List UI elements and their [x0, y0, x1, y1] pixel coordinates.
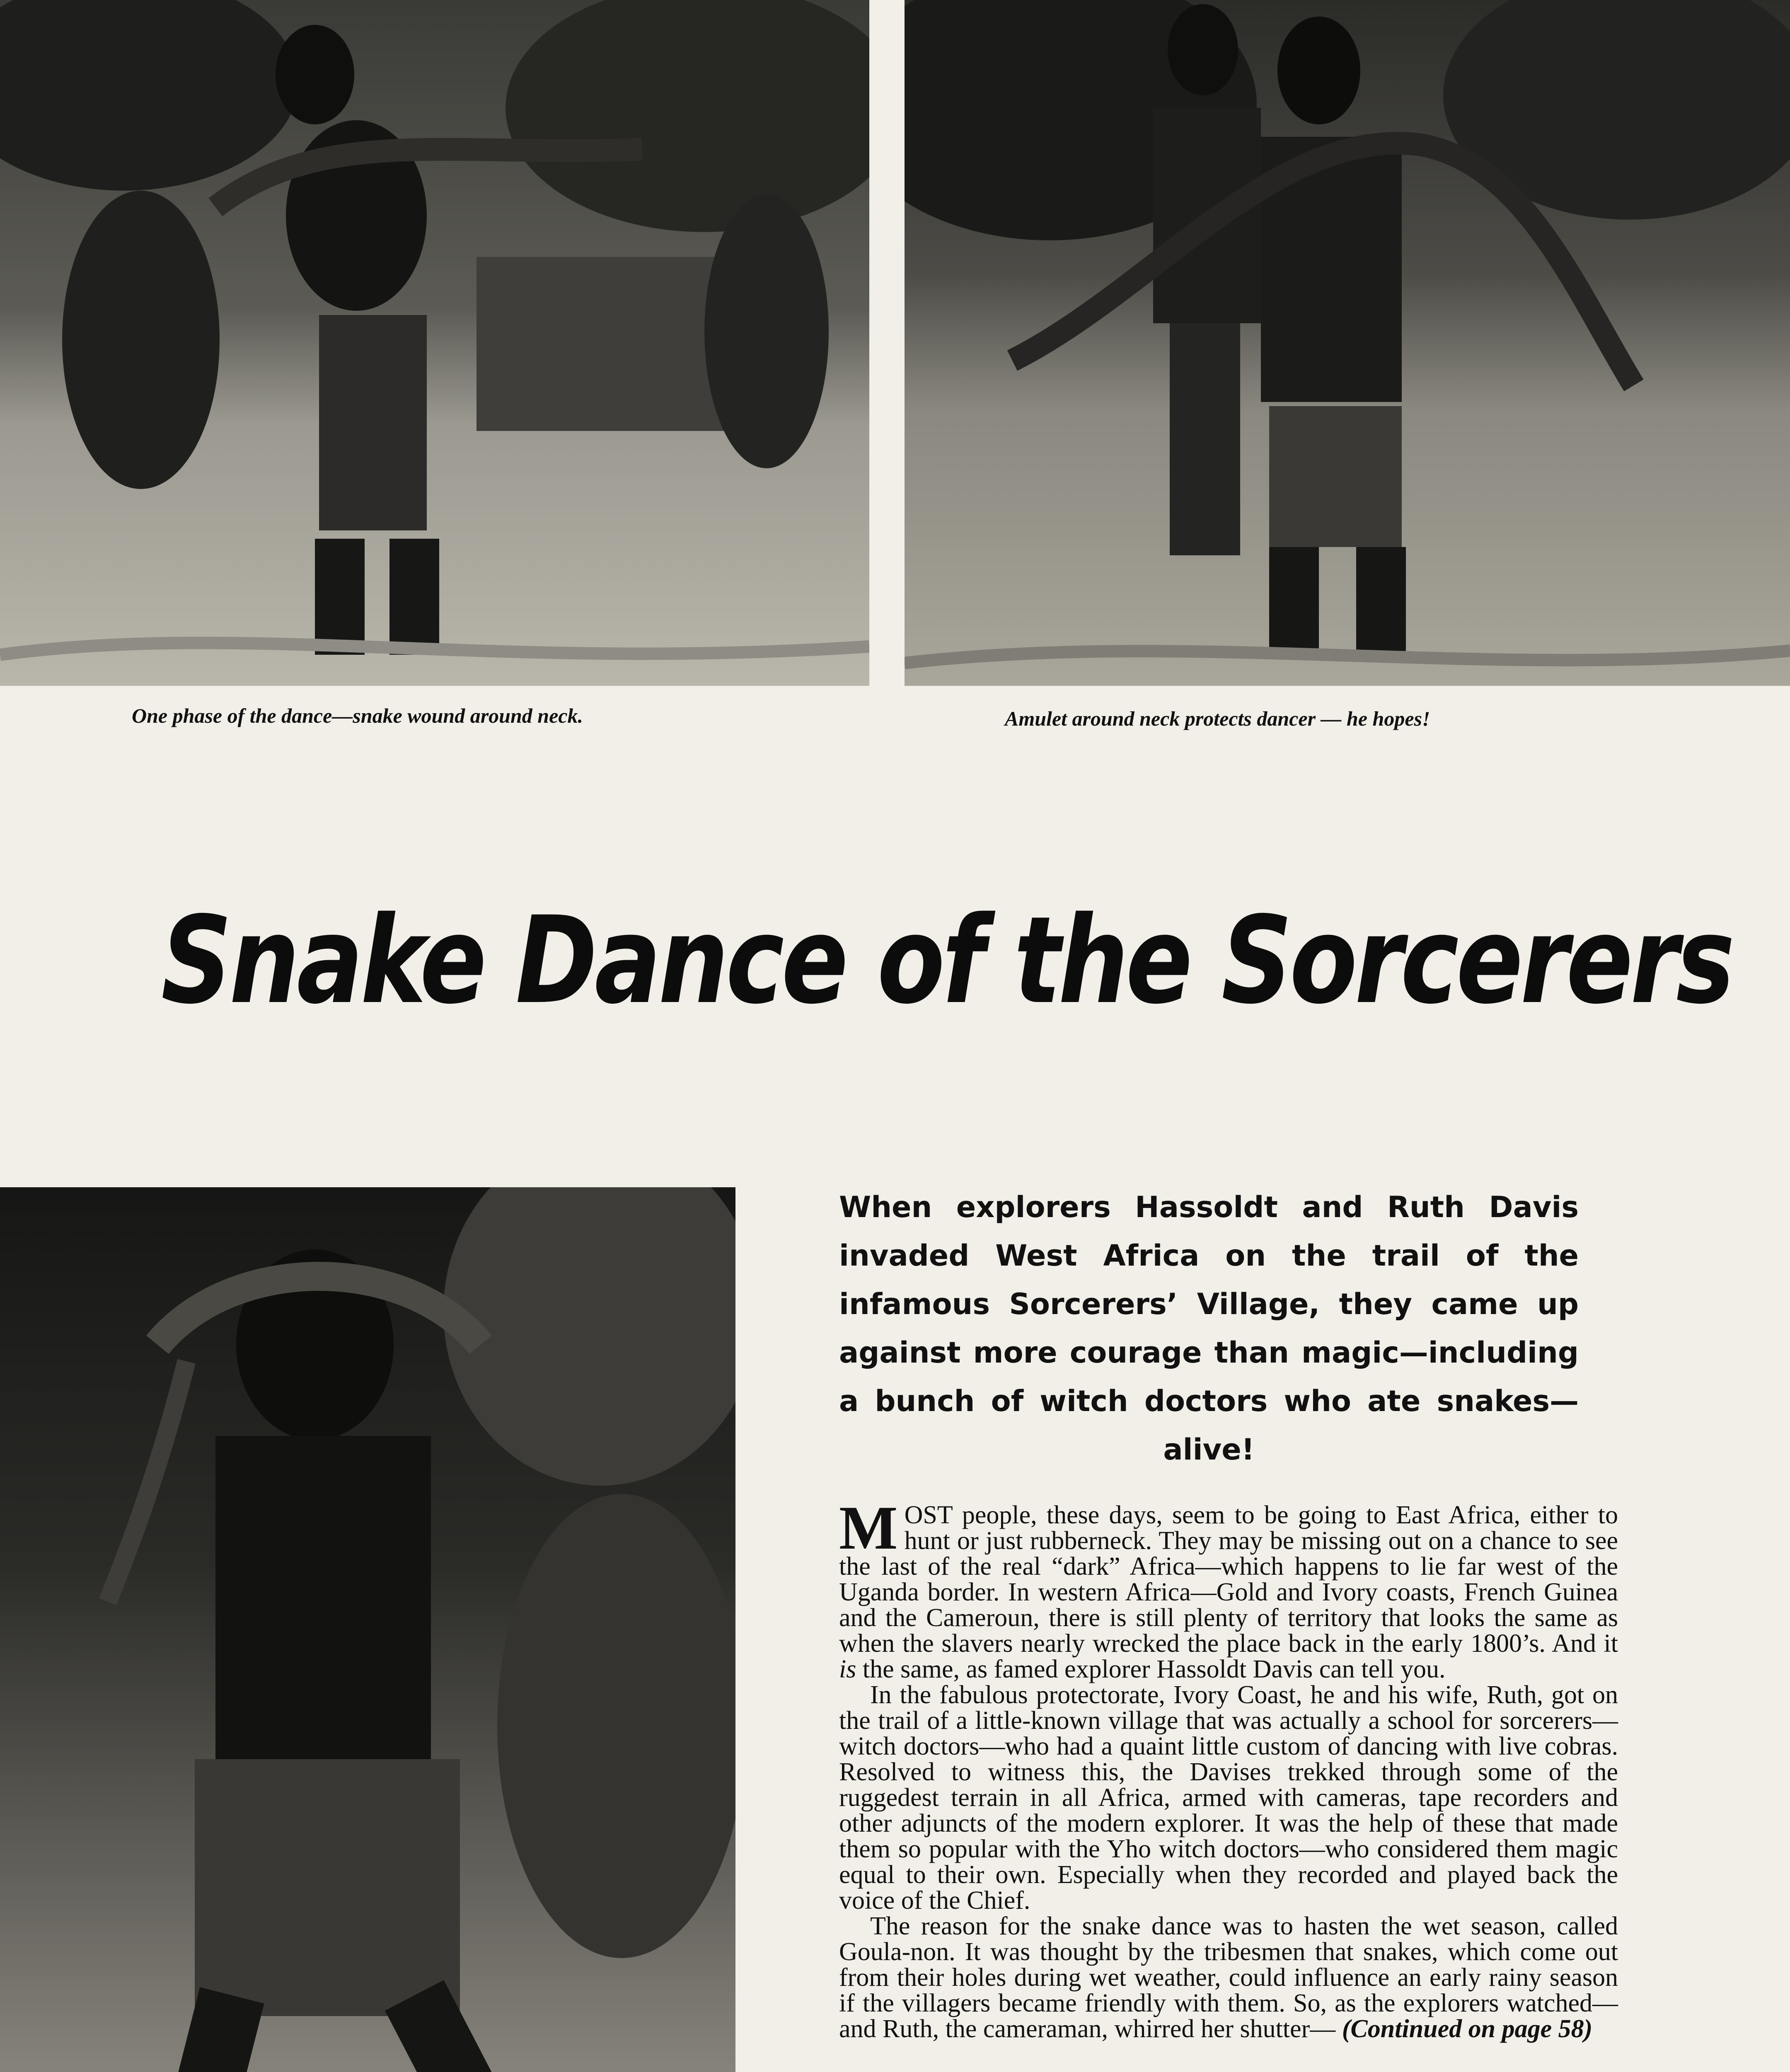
article-title: Snake Dance of the Sorcerers: [161, 891, 1732, 1031]
article-body: [839, 1493, 1618, 2043]
photo-caption-top-left: One phase of the dance—snake wound around neck.: [132, 704, 583, 727]
photo-later-stage-dancer-image: [0, 1187, 735, 2072]
article-paragraph-3: [839, 1913, 1618, 2042]
article-paragraph-1-part-b: the same, as famed explorer Hassoldt Davis can tell you.: [856, 1655, 1446, 1683]
continued-link[interactable]: (Continued on page 58): [1342, 2015, 1593, 2043]
article-paragraph-1-emphasis: is: [839, 1655, 856, 1683]
photo-later-stage-dancer: [0, 1187, 735, 2072]
article-paragraph-1-part-a: OST people, these days, seem to be going to East Africa, either to hunt or just rubberneck. They may be missing out on a chance to see the last of the real “dark” Africa—which happens to lie far west of the Uganda border. In western Africa—Gold and Ivory coasts, French Guinea and the Cameroun, there is still plenty of territory that looks the same as when the slavers nearly wrecked the place back in the early 1800’s. And it: [839, 1501, 1618, 1658]
article-paragraph-2: In the fabulous protectorate, Ivory Coast, he and his wife, Ruth, got on the trail of a little-known village that was actually a school for sorcerers—witch doctors—who had a quaint little custom of dancing with live cobras. Resolved to witness this, the Davises trekked through some of the ruggedest terrain in all Africa, armed with cameras, tape recorders and other adjuncts of the modern explorer. It was the help of these that made them so popular with the Yho witch doctors—who considered them magic equal to their own. Especially when they recorded and played back the voice of the Chief.: [839, 1681, 1618, 1915]
photo-amulet-dancer: [905, 0, 1790, 686]
photo-caption-top-right: Amulet around neck protects dancer — he hopes!: [1005, 707, 1430, 730]
photo-dance-snake-neck: [0, 0, 869, 686]
article-paragraph-1: [839, 1493, 1618, 1683]
drop-cap: M: [839, 1493, 898, 1562]
photo-amulet-dancer-image: [905, 0, 1790, 686]
article-deck: When explorers Hassoldt and Ruth Davis invaded West Africa on the trail of the infamous Sorcerers’ Village, they came up against more courage than magic—including a bunch of witch doctors who ate snakes—alive!: [839, 1190, 1579, 1467]
article-paragraph-3-text: The reason for the snake dance was to hasten the wet season, called Goula-non. It was thought by the tribesmen that snakes, which come out from their holes during wet weather, could influence an early rainy season if the villagers became friendly with them. So, as the explorers watched—and Ruth, the cameraman, whirred her shutter—: [839, 1912, 1618, 2043]
photo-dance-snake-neck-image: [0, 0, 869, 686]
